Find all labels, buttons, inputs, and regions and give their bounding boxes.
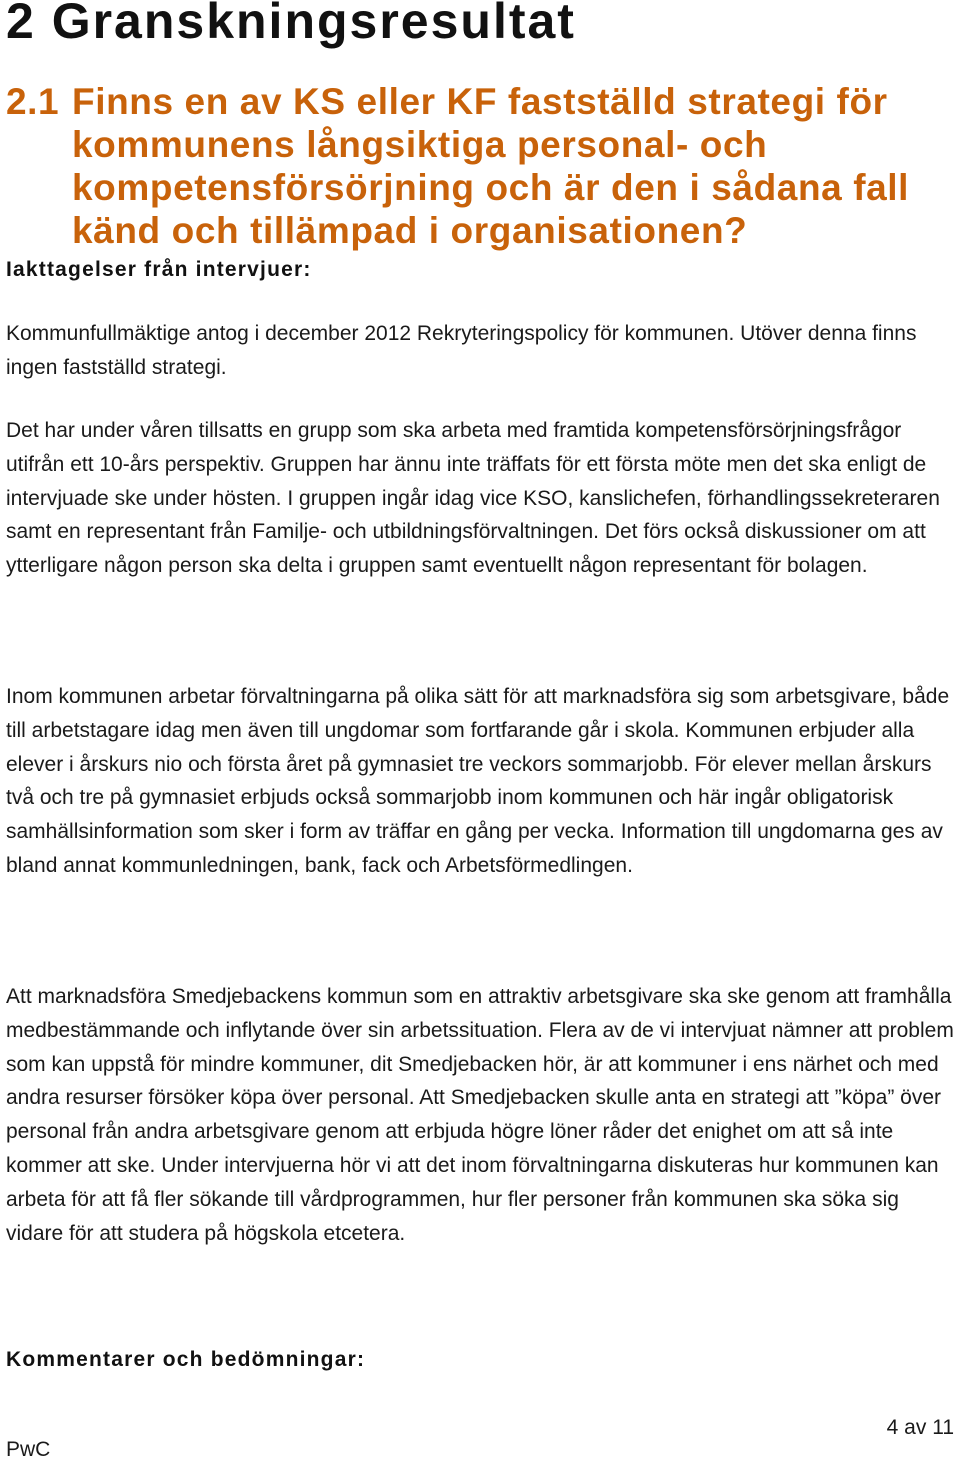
footer-brand: PwC [6,1438,51,1461]
section-heading [6,80,954,252]
page-number: 4 av 11 [886,1416,954,1439]
observations-heading: Iakttagelser från intervjuer: [6,258,312,281]
observation-paragraph: Att marknadsföra Smedjebackens kommun som en attraktiv arbetsgivare ska ske genom att framhålla medbestämmande och inflytande över sin arbetssituation. Flera av de vi intervjuat nämner att problem som kan uppstå för mindre kommuner, dit Smedjebacken hör, är att kommuner i ens närhet och med andra resurser försöker köpa över personal. Att Smedjebacken skulle anta en strategi att ”köpa” över personal från andra arbetsgivare genom att erbjuda högre löner råder det enighet om att så inte kommer att ske. Under intervjuerna hör vi att det inom förvaltningarna diskuteras hur kommunen kan arbeta för att få fler sökande till vårdprogrammen, hur fler personer från kommunen ska söka sig vidare för att studera på högskola etcetera. [6,985,954,1245]
observation-paragraph: Inom kommunen arbetar förvaltningarna på olika sätt för att marknadsföra sig som arbetsgivare, både till arbetstagare idag men även till ungdomar som fortfarande går i skola. Kommunen erbjuder alla elever i årskurs nio och första året på gymnasiet tre veckors sommarjobb. För elever mellan årskurs två och tre på gymnasiet erbjuds också sommarjobb inom kommunen och här ingår obligatorisk samhällsinformation som sker i form av träffar en gång per vecka. Information till ungdomarna ges av bland annat kommunledningen, bank, fack och Arbetsförmedlingen. [6,685,950,877]
observation-paragraph: Det har under våren tillsatts en grupp som ska arbeta med framtida kompetensförsörjningsfrågor utifrån ett 10-års perspektiv. Gruppen har ännu inte träffats för ett första möte men det ska enligt de intervjuade ske under hösten. I gruppen ingår idag vice KSO, kanslichefen, förhandlingssekreteraren samt en representant från Familje- och utbildningsförvaltningen. Det förs också diskussioner om att ytterligare någon person ska delta i gruppen samt eventuellt någon representant för bolagen. [6,419,940,578]
report-page [6,0,954,1466]
section-title: Finns en av KS eller KF fastställd strategi för kommunens långsiktiga personal- och kompetensförsörjning och är den i sådana fall känd och tillämpad i organisationen? [72,81,910,251]
observation-paragraph: Kommunfullmäktige antog i december 2012 Rekryteringspolicy för kommunen. Utöver denna finns ingen fastställd strategi. [6,322,917,379]
comments-heading: Kommentarer och bedömningar: [6,1348,366,1371]
section-number: 2.1 [6,81,60,122]
chapter-heading: 2 Granskningsresultat [6,0,576,49]
